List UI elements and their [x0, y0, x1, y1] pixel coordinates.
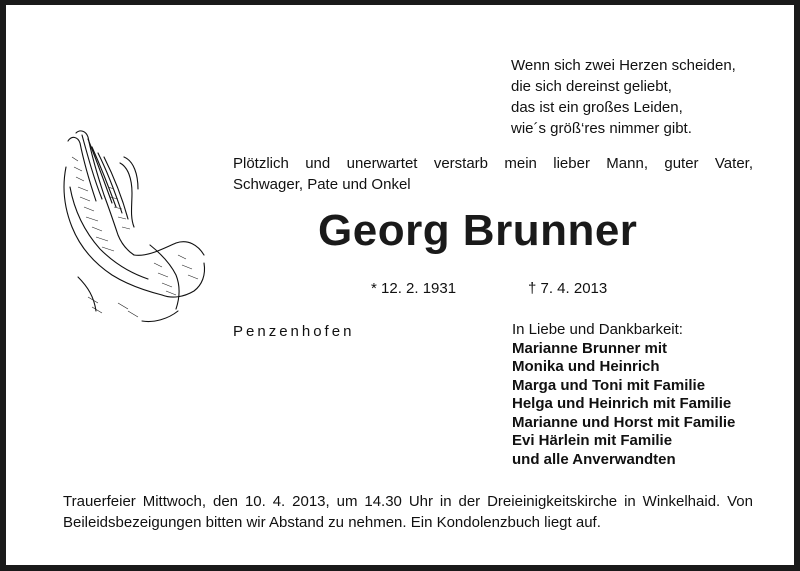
deceased-name: Georg Brunner [318, 206, 638, 255]
birth-date: * 12. 2. 1931 [371, 280, 457, 297]
mourner-entry: und alle Anverwandten [512, 450, 676, 468]
mourner-entry: Marianne Brunner mit [512, 339, 668, 357]
death-date: † 7. 4. 2013 [528, 280, 608, 297]
mourner-entry: Marianne und Horst mit Familie [512, 413, 736, 431]
intro-line: Plötzlich und unerwartet verstarb mein lieber Mann, guter Vater, [233, 155, 753, 172]
poem-line: wie´s größ‘res nimmer gibt. [511, 120, 692, 137]
poem-line: die sich dereinst geliebt, [511, 78, 672, 95]
mourner-entry: Evi Härlein mit Familie [512, 432, 673, 449]
funeral-line: Trauerfeier Mittwoch, den 10. 4. 2013, um 14.30 Uhr in der Dreieinigkeitskirche in Winkelhaid. Von [63, 493, 753, 510]
funeral-line: Beileidsbezeigungen bitten wir Abstand zu nehmen. Ein Kondolenzbuch liegt auf. [63, 514, 601, 531]
poem-line: Wenn sich zwei Herzen scheiden, [511, 57, 736, 74]
mourner-entry: Monika und Heinrich [512, 358, 660, 375]
funeral-notice [63, 491, 753, 533]
mourners-list [512, 321, 735, 469]
praying-hands-icon [58, 127, 208, 333]
mourners-heading: In Liebe und Dankbarkeit: [512, 321, 683, 338]
poem [511, 55, 771, 139]
mourner-entry: Helga und Heinrich mit Familie [512, 395, 732, 412]
intro-text [233, 153, 753, 195]
mourner-entry: Marga und Toni mit Familie [512, 376, 706, 394]
intro-line: Schwager, Pate und Onkel [233, 176, 411, 193]
poem-line: das ist ein großes Leiden, [511, 99, 683, 116]
place-name: Penzenhofen [233, 323, 355, 340]
